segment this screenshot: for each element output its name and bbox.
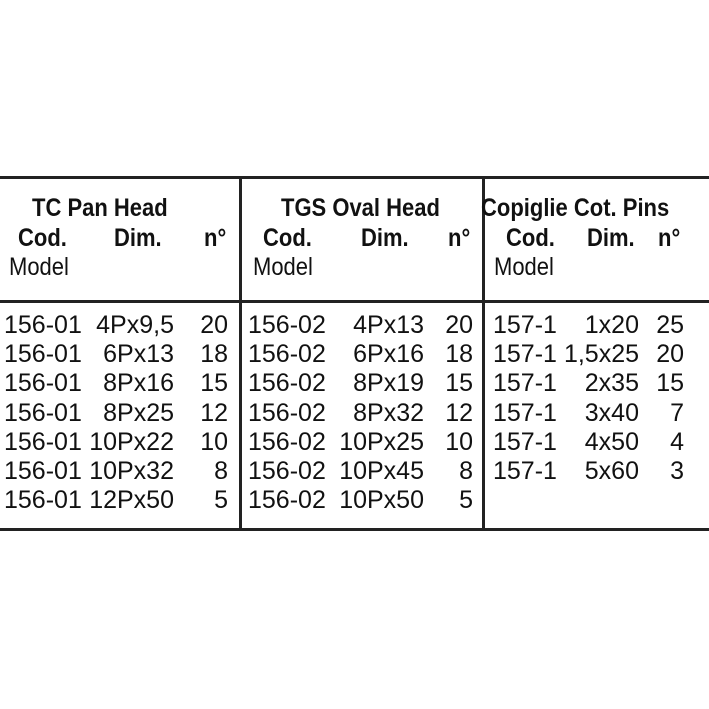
section-title: TGS Oval Head — [281, 194, 440, 222]
model-code: 156-02 — [248, 399, 326, 427]
header-divider — [0, 300, 709, 303]
dimension: 1,5x25 — [563, 340, 639, 368]
column-divider-1 — [239, 176, 242, 531]
dimension: 1x20 — [584, 311, 639, 339]
quantity: 8 — [459, 457, 473, 485]
quantity: 15 — [656, 369, 684, 397]
model-code: 157-1 — [493, 428, 557, 456]
column-header-model: Model — [253, 253, 313, 281]
model-code: 156-01 — [4, 369, 82, 397]
dimension: 2x35 — [584, 369, 639, 397]
model-code: 156-01 — [4, 311, 82, 339]
quantity: 8 — [214, 457, 228, 485]
section-title: Copiglie Cot. Pins — [481, 194, 670, 222]
dimension: 4Px9,5 — [96, 311, 174, 339]
model-code: 156-01 — [4, 457, 82, 485]
quantity: 20 — [656, 340, 684, 368]
dimension: 3x40 — [584, 399, 639, 427]
column-header-dim: Dim. — [114, 224, 162, 252]
model-code: 156-01 — [4, 428, 82, 456]
quantity: 18 — [200, 340, 228, 368]
model-code: 157-1 — [493, 340, 557, 368]
model-code: 156-01 — [4, 486, 82, 514]
model-code: 156-02 — [248, 340, 326, 368]
model-code: 157-1 — [493, 369, 557, 397]
column-header-qty: n° — [448, 224, 471, 252]
table-top-border — [0, 176, 709, 179]
column-header-model: Model — [494, 253, 554, 281]
model-code: 156-01 — [4, 340, 82, 368]
dimension: 8Px16 — [103, 369, 174, 397]
quantity: 15 — [200, 369, 228, 397]
quantity: 4 — [670, 428, 684, 456]
model-code: 156-02 — [248, 311, 326, 339]
quantity: 25 — [656, 311, 684, 339]
quantity: 10 — [445, 428, 473, 456]
dimension: 6Px13 — [103, 340, 174, 368]
dimension: 12Px50 — [89, 486, 174, 514]
model-code: 157-1 — [493, 457, 557, 485]
dimension: 10Px25 — [339, 428, 424, 456]
model-code: 157-1 — [493, 311, 557, 339]
column-divider-2 — [482, 176, 485, 531]
quantity: 3 — [670, 457, 684, 485]
quantity: 12 — [200, 399, 228, 427]
dimension: 10Px45 — [339, 457, 424, 485]
column-header-code: Cod. — [263, 224, 312, 252]
dimension: 4Px13 — [353, 311, 424, 339]
column-header-qty: n° — [204, 224, 227, 252]
column-header-dim: Dim. — [587, 224, 635, 252]
model-code: 156-02 — [248, 486, 326, 514]
column-header-code: Cod. — [18, 224, 67, 252]
dimension: 8Px19 — [353, 369, 424, 397]
model-code: 157-1 — [493, 399, 557, 427]
dimension: 8Px32 — [353, 399, 424, 427]
dimension: 4x50 — [584, 428, 639, 456]
table-bottom-border — [0, 528, 709, 531]
quantity: 15 — [445, 369, 473, 397]
model-code: 156-02 — [248, 369, 326, 397]
column-header-dim: Dim. — [361, 224, 409, 252]
quantity: 20 — [200, 311, 228, 339]
model-code: 156-02 — [248, 457, 326, 485]
quantity: 10 — [200, 428, 228, 456]
dimension: 10Px22 — [89, 428, 174, 456]
quantity: 7 — [670, 399, 684, 427]
quantity: 12 — [445, 399, 473, 427]
model-code: 156-02 — [248, 428, 326, 456]
quantity: 20 — [445, 311, 473, 339]
column-header-code: Cod. — [506, 224, 555, 252]
quantity: 18 — [445, 340, 473, 368]
model-code: 156-01 — [4, 399, 82, 427]
dimension: 10Px32 — [89, 457, 174, 485]
column-header-qty: n° — [658, 224, 681, 252]
column-header-model: Model — [9, 253, 69, 281]
dimension: 6Px16 — [353, 340, 424, 368]
section-title: TC Pan Head — [32, 194, 168, 222]
quantity: 5 — [214, 486, 228, 514]
dimension: 8Px25 — [103, 399, 174, 427]
quantity: 5 — [459, 486, 473, 514]
dimension: 10Px50 — [339, 486, 424, 514]
dimension: 5x60 — [584, 457, 639, 485]
